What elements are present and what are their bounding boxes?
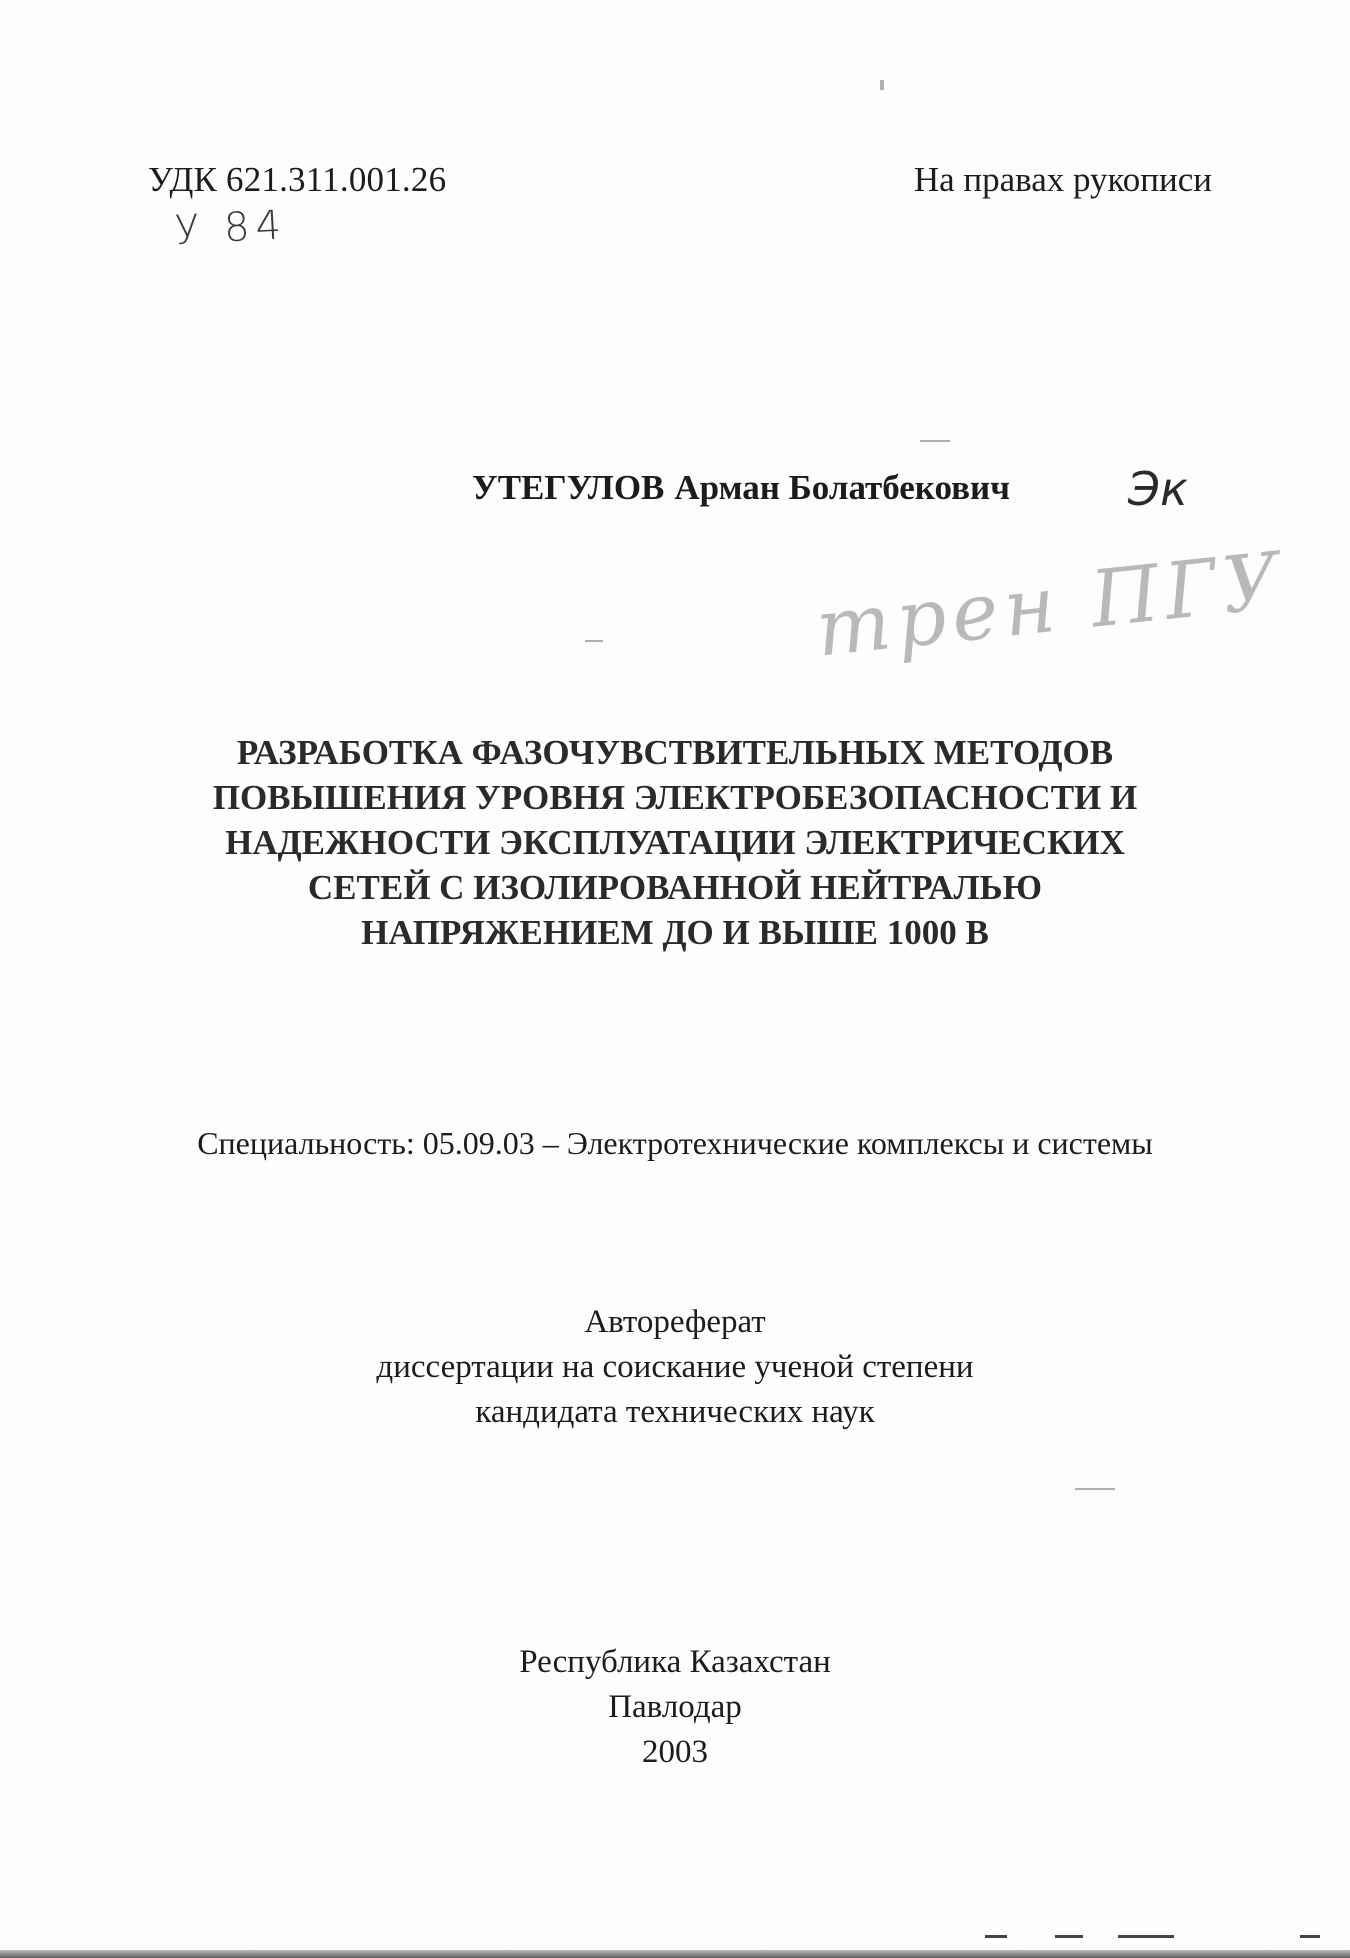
scan-edge-mark [985,1935,1007,1938]
title-line: ПОВЫШЕНИЯ УРОВНЯ ЭЛЕКТРОБЕЗОПАСНОСТИ И [212,778,1138,817]
scan-speck [1075,1488,1115,1490]
abstract-description [0,1300,1350,1435]
city: Павлодар [608,1689,742,1725]
title-line: РАЗРАБОТКА ФАЗОЧУВСТВИТЕЛЬНЫХ МЕТОДОВ [236,733,1114,772]
abstract-line: диссертации на соискание ученой степени [376,1349,974,1385]
scan-edge-mark [1300,1935,1320,1938]
udc-code: УДК 621.311.001.26 [148,160,447,199]
scan-speck [585,640,603,642]
dissertation-title [0,730,1350,955]
scan-speck [880,80,884,90]
title-line: СЕТЕЙ С ИЗОЛИРОВАННОЙ НЕЙТРАЛЬЮ [307,868,1043,907]
scan-bottom-edge [0,1950,1350,1958]
scan-edge-mark [1118,1935,1174,1938]
author-given-names: Арман Болатбекович [674,468,1010,507]
abstract-line: Автореферат [584,1304,766,1340]
scan-edge-mark [1055,1935,1083,1938]
year: 2003 [642,1734,708,1770]
pencil-note: трен ПГУ [812,535,1290,675]
rights-note: На правах рукописи [913,160,1212,199]
title-line: НАПРЯЖЕНИЕМ ДО И ВЫШЕ 1000 В [361,913,989,952]
scan-speck [920,440,950,442]
publication-place [0,1640,1350,1775]
title-line: НАДЕЖНОСТИ ЭКСПЛУАТАЦИИ ЭЛЕКТРИЧЕСКИХ [225,823,1125,862]
specialty: Специальность: 05.09.03 – Электротехнические комплексы и системы [197,1125,1153,1161]
country: Республика Казахстан [519,1644,831,1680]
author-surname: УТЕГУЛОВ [472,468,665,507]
abstract-line: кандидата технических наук [475,1394,875,1430]
handwritten-library-code: У 84 [173,202,289,254]
handwritten-mark: Эк [1128,462,1188,516]
